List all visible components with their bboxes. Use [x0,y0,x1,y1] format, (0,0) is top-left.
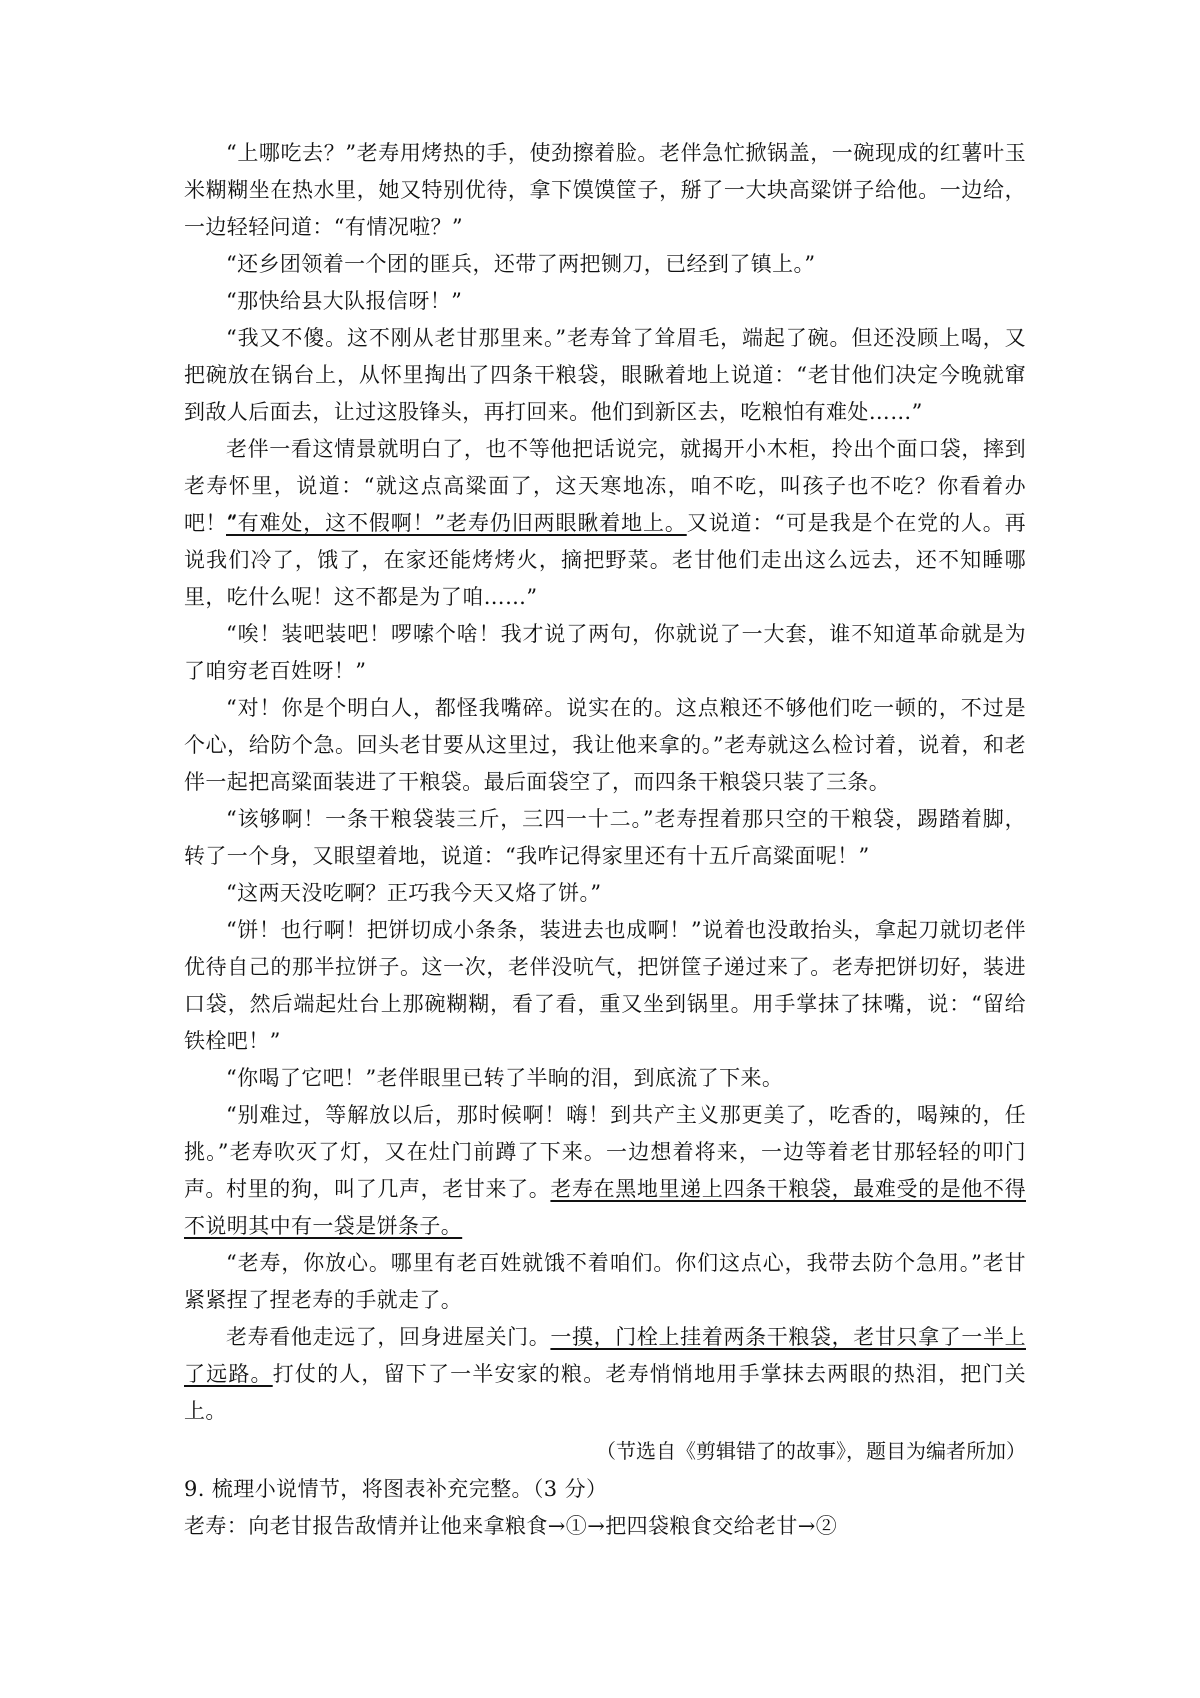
paragraph-15: “老寿，你放心。哪里有老百姓就饿不着咱们。你们这点心，我带去防个急用。”老甘紧紧捏了捏老寿的手就走了。 [184,1251,1026,1312]
question-9-plot-chain: 老寿：向老甘报告敌情并让他来拿粮食→①→把四袋粮食交给老甘→② [184,1514,838,1538]
paragraph-16 [184,1319,1026,1430]
underlined-sentence-3: 一摸，门栓上挂着两条干粮袋，老甘只拿了一半上了远路。 [184,1325,1026,1386]
paragraph-8: “对！你是个明白人，都怪我嘴碎。说实在的。这点粮还不够他们吃一顿的，不过是个心，给防个急。回头老甘要从这里过，我让他来拿的。”老寿就这么检讨着，说着，和老伴一起把高粱面装进了干粮袋。最后面袋空了，而四条干粮袋只装了三条。 [184,696,1026,794]
underlined-sentence-2: 老寿在黑地里递上四条干粮袋，最难受的是他不得不说明其中有一袋是饼条子。 [184,1177,1026,1238]
underlined-sentence-1: “有难处，这不假啊！”老寿仍旧两眼瞅着地上。 [226,511,687,535]
paragraph-14-start: 村里的狗，叫了几声，老甘来了。 [226,1177,551,1201]
paragraph-16-rest: 打仗的人，留下了一半安家的粮。老寿悄悄地用手掌抹去两眼的热泪，把门关上。 [184,1362,1026,1423]
paragraph-4: “我又不傻。这不刚从老甘那里来。”老寿耸了耸眉毛，端起了碗。但还没顾上喝，又把碗放在锅台上，从怀里掏出了四条干粮袋，眼瞅着地上说道：“老甘他们决定今晚就窜到敌人后面去，让过这股锋头，再打回来。他们到新区去，吃粮怕有难处……” [184,326,1026,424]
paragraph-13: “别难过，等解放以后，那时候啊！嗨！到共产主义那更美了，吃香的，喝辣的，任挑。”老寿吹灭了灯，又在灶门前蹲了下来。一边想着将来，一边等着老甘那轻轻的叩门声。 [184,1103,1026,1201]
paragraph-16-start: 老寿看他走远了，回身进屋关门。 [226,1325,551,1349]
paragraph-6 [184,505,1026,616]
paragraph-7: “唉！装吧装吧！啰嗦个啥！我才说了两句，你就说了一大套，谁不知道革命就是为了咱穷老百姓呀！” [184,622,1026,683]
paragraph-6-rest: 又说道：“可是我是个在党的人。再说我们冷了，饿了，在家还能烤烤火，摘把野菜。老甘他们走出这么远去，还不知睡哪里，吃什么呢！这不都是为了咱……” [184,511,1026,609]
paragraph-1: “上哪吃去？”老寿用烤热的手，使劲擦着脸。老伴急忙掀锅盖，一碗现成的红薯叶玉米糊糊坐在热水里，她又特别优待，拿下馍馍筐子，掰了一大块高粱饼子给他。一边给，一边轻轻问道：“有情况啦？” [184,141,1026,239]
paragraph-10: “这两天没吃啊？正巧我今天又烙了饼。” [226,881,602,905]
paragraph-12: “你喝了它吧！”老伴眼里已转了半晌的泪，到底流了下来。 [226,1066,784,1090]
paragraph-5: 老伴一看这情景就明白了，也不等他把话说完，就揭开小木柜，拎出个面口袋，摔到老寿怀里，说道：“就这点高粱面了，这天寒地冻，咱不吃，叫孩子也不吃？你看着办吧！” [184,437,1026,535]
question-9: 9. 梳理小说情节，将图表补充完整。（3 分） [184,1477,608,1501]
paragraph-14 [184,1171,1026,1245]
paragraph-2: “还乡团领着一个团的匪兵，还带了两把铡刀，已经到了镇上。” [226,252,816,276]
paragraph-9: “该够啊！一条干粮袋装三斤，三四一十二。”老寿捏着那只空的干粮袋，踢踏着脚，转了一个身，又眼望着地，说道：“我咋记得家里还有十五斤高粱面呢！” [184,807,1026,868]
paragraph-11: “饼！也行啊！把饼切成小条条，装进去也成啊！”说着也没敢抬头，拿起刀就切老伴优待自己的那半拉饼子。这一次，老伴没吭气，把饼筐子递过来了。老寿把饼切好，装进口袋，然后端起灶台上那碗糊糊，看了看，重又坐到锅里。用手掌抹了抹嘴，说：“留给铁栓吧！” [184,918,1026,1053]
paragraph-3: “那快给县大队报信呀！” [226,289,463,313]
source-note: （节选自《剪辑错了的故事》，题目为编者所加） [596,1439,1026,1463]
